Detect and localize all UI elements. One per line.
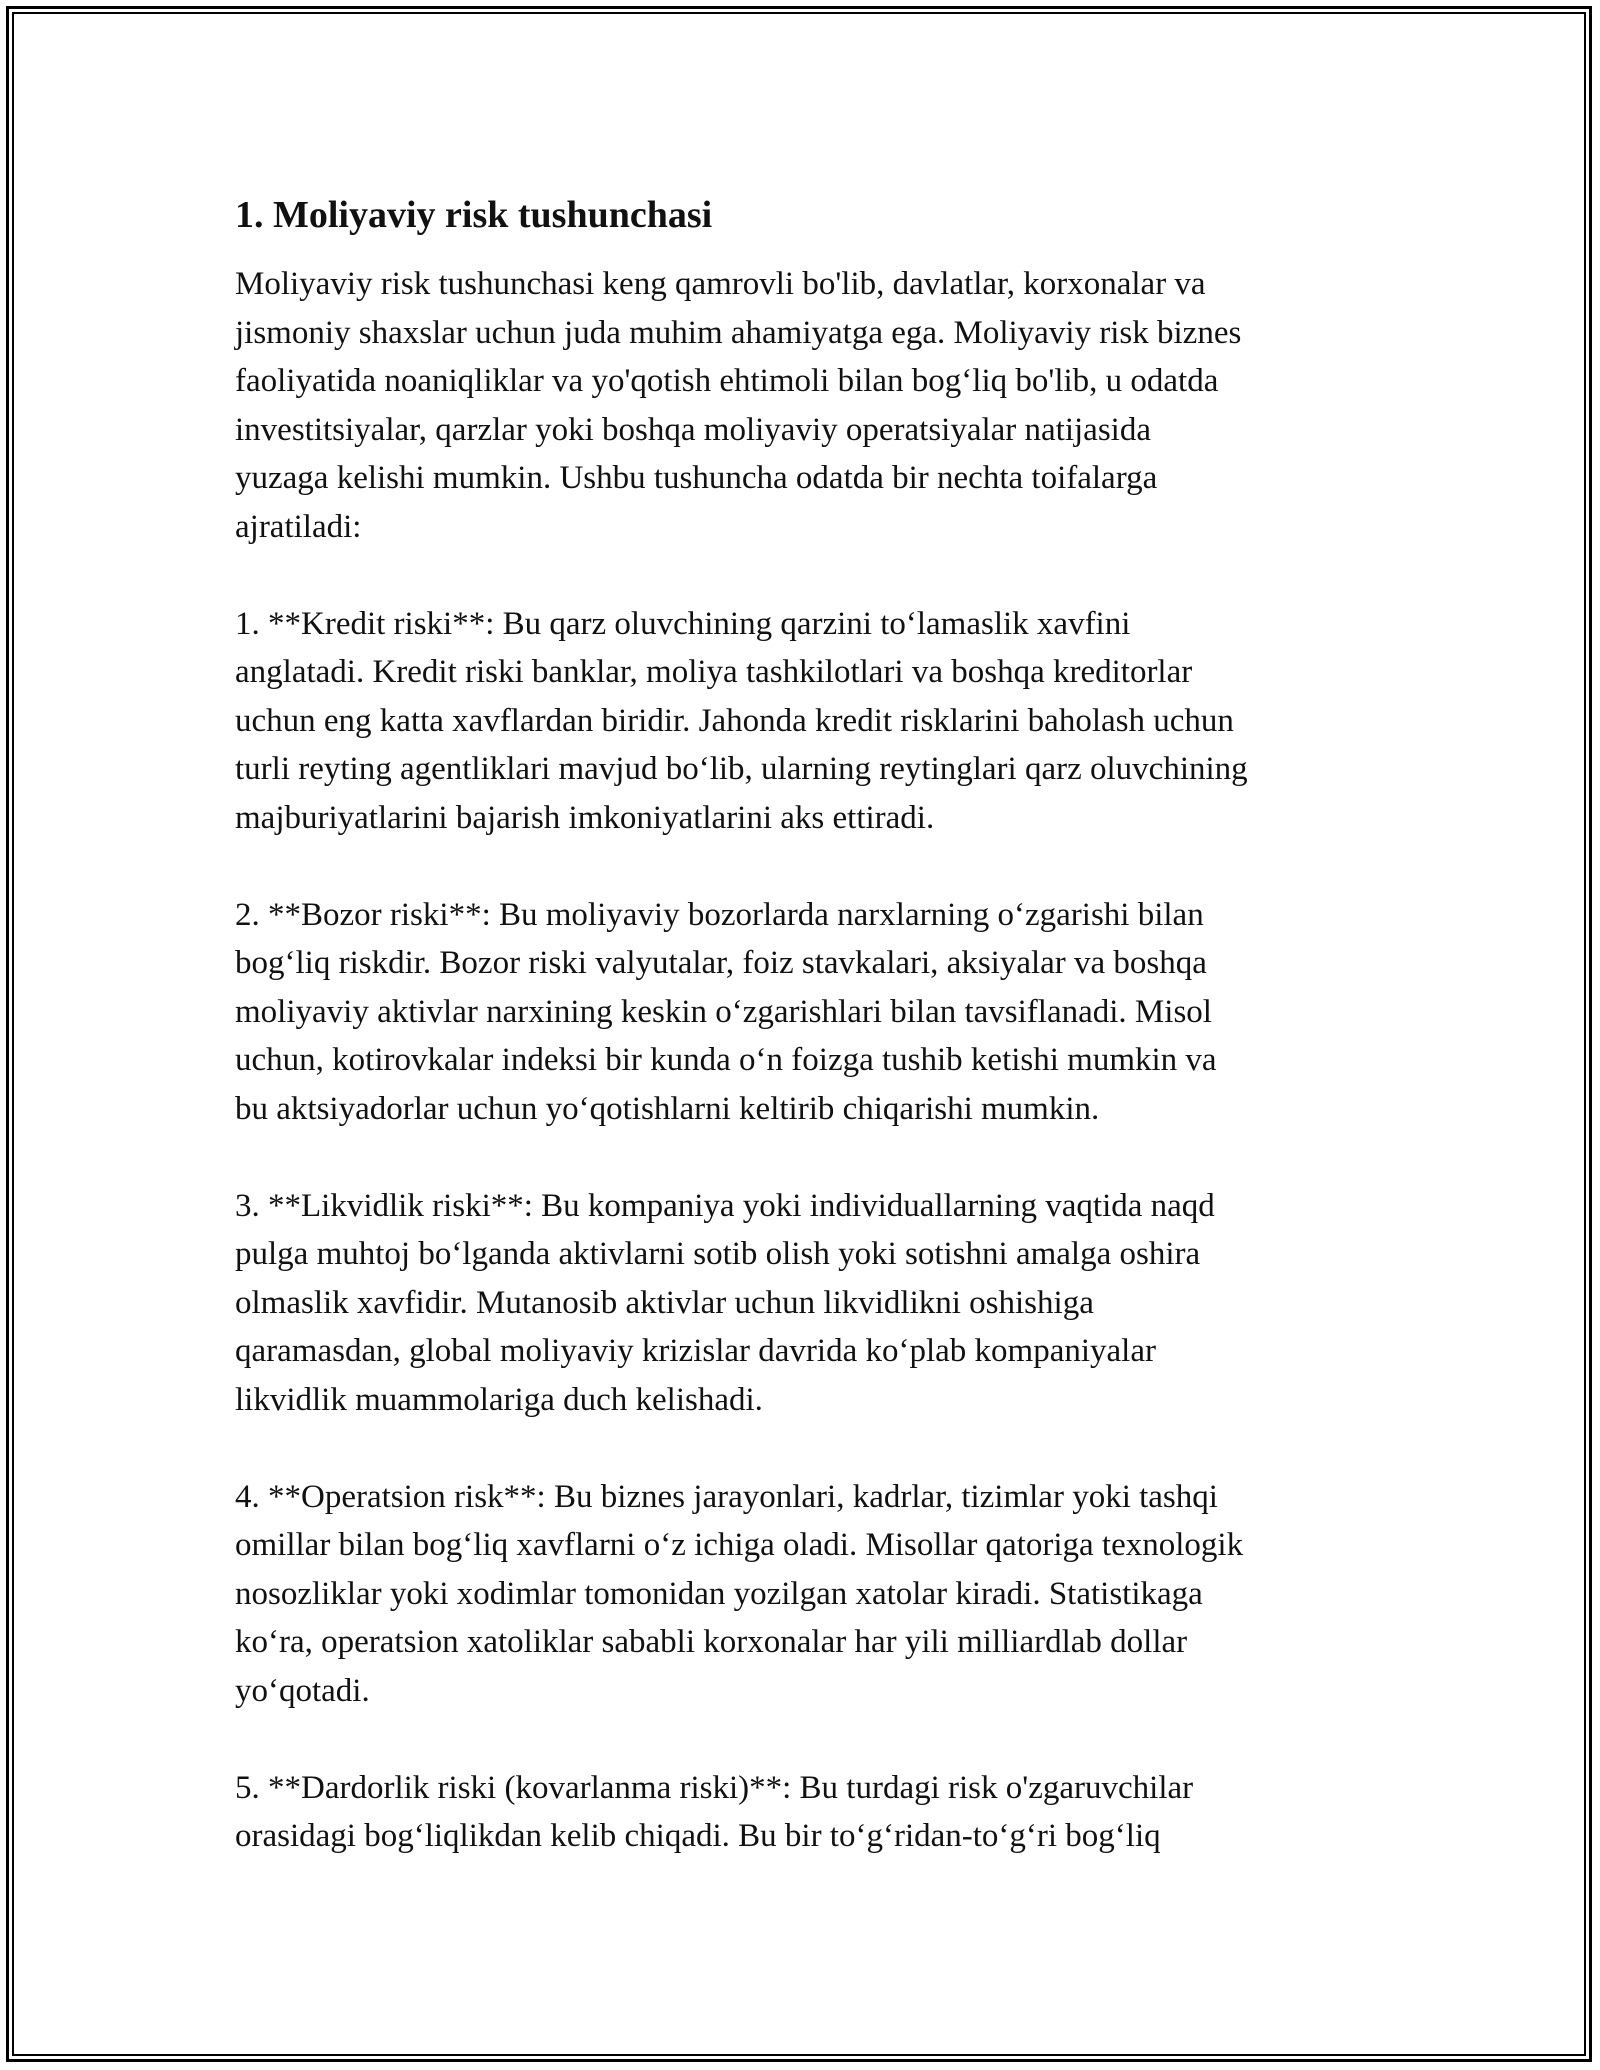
text-line: bog‘liq riskdir. Bozor riski valyutalar, foiz stavkalari, aksiyalar va boshqa [235, 945, 1207, 981]
text-line: olmaslik xavfidir. Mutanosib aktivlar uchun likvidlikni oshishiga [235, 1284, 1094, 1321]
text-line: turli reyting agentliklari mavjud bo‘lib, ularning reytinglari qarz oluvchining [235, 751, 1248, 787]
text-line: jismoniy shaxslar uchun juda muhim ahamiyatga ega. Moliyaviy risk biznes [235, 314, 1242, 351]
text-line: majburiyatlarini bajarish imkoniyatlarini aks ettiradi. [235, 799, 935, 836]
market-risk-paragraph [235, 891, 1385, 1134]
text-line: 5. **Dardorlik riski (kovarlanma riski)**: Bu turdagi risk o'zgaruvchilar [235, 1769, 1194, 1806]
intro-paragraph [235, 260, 1385, 551]
text-line: yuzaga kelishi mumkin. Ushbu tushuncha odatda bir nechta toifalarga [235, 460, 1158, 496]
text-line: ko‘ra, operatsion xatoliklar sababli korxonalar har yili milliardlab dollar [235, 1624, 1188, 1660]
operational-risk-paragraph [235, 1473, 1385, 1716]
text-line: anglatadi. Kredit riski banklar, moliya tashkilotlari va boshqa kreditorlar [235, 654, 1193, 690]
text-line: yo‘qotadi. [235, 1672, 370, 1709]
document-body [235, 190, 1385, 1909]
text-line: orasidagi bog‘liqlikdan kelib chiqadi. Bu bir to‘g‘ridan-to‘g‘ri bog‘liq [235, 1818, 1161, 1854]
text-line: qaramasdan, global moliyaviy krizislar davrida ko‘plab kompaniyalar [235, 1333, 1156, 1369]
text-line: bu aktsiyadorlar uchun yo‘qotishlarni keltirib chiqarishi mumkin. [235, 1090, 1100, 1127]
text-line: likvidlik muammolariga duch kelishadi. [235, 1381, 763, 1418]
correlation-risk-paragraph [235, 1764, 1385, 1861]
text-line: omillar bilan bog‘liq xavflarni o‘z ichiga oladi. Misollar qatoriga texnologik [235, 1527, 1244, 1563]
text-line: uchun eng katta xavflardan biridir. Jahonda kredit risklarini baholash uchun [235, 702, 1234, 739]
page-title: 1. Moliyaviy risk tushunchasi [235, 194, 713, 236]
text-line: moliyaviy aktivlar narxining keskin o‘zgarishlari bilan tavsiflanadi. Misol [235, 993, 1212, 1030]
text-line: 1. **Kredit riski**: Bu qarz oluvchining qarzini to‘lamaslik xavfini [235, 605, 1131, 642]
text-line: investitsiyalar, qarzlar yoki boshqa moliyaviy operatsiyalar natijasida [235, 411, 1151, 448]
text-line: nosozliklar yoki xodimlar tomonidan yozilgan xatolar kiradi. Statistikaga [235, 1575, 1203, 1612]
text-line: faoliyatida noaniqliklar va yo'qotish ehtimoli bilan bog‘liq bo'lib, u odatda [235, 363, 1219, 399]
text-line: ajratiladi: [235, 508, 362, 545]
text-line: Moliyaviy risk tushunchasi keng qamrovli bo'lib, davlatlar, korxonalar va [235, 266, 1206, 302]
text-line: 3. **Likvidlik riski**: Bu kompaniya yoki individuallarning vaqtida naqd [235, 1187, 1215, 1224]
credit-risk-paragraph [235, 600, 1385, 843]
text-line: pulga muhtoj bo‘lganda aktivlarni sotib olish yoki sotishni amalga oshira [235, 1236, 1201, 1272]
text-line: 2. **Bozor riski**: Bu moliyaviy bozorlarda narxlarning o‘zgarishi bilan [235, 896, 1204, 933]
text-line: uchun, kotirovkalar indeksi bir kunda o‘n foizga tushib ketishi mumkin va [235, 1042, 1217, 1078]
liquidity-risk-paragraph [235, 1182, 1385, 1425]
text-line: 4. **Operatsion risk**: Bu biznes jarayonlari, kadrlar, tizimlar yoki tashqi [235, 1478, 1218, 1515]
